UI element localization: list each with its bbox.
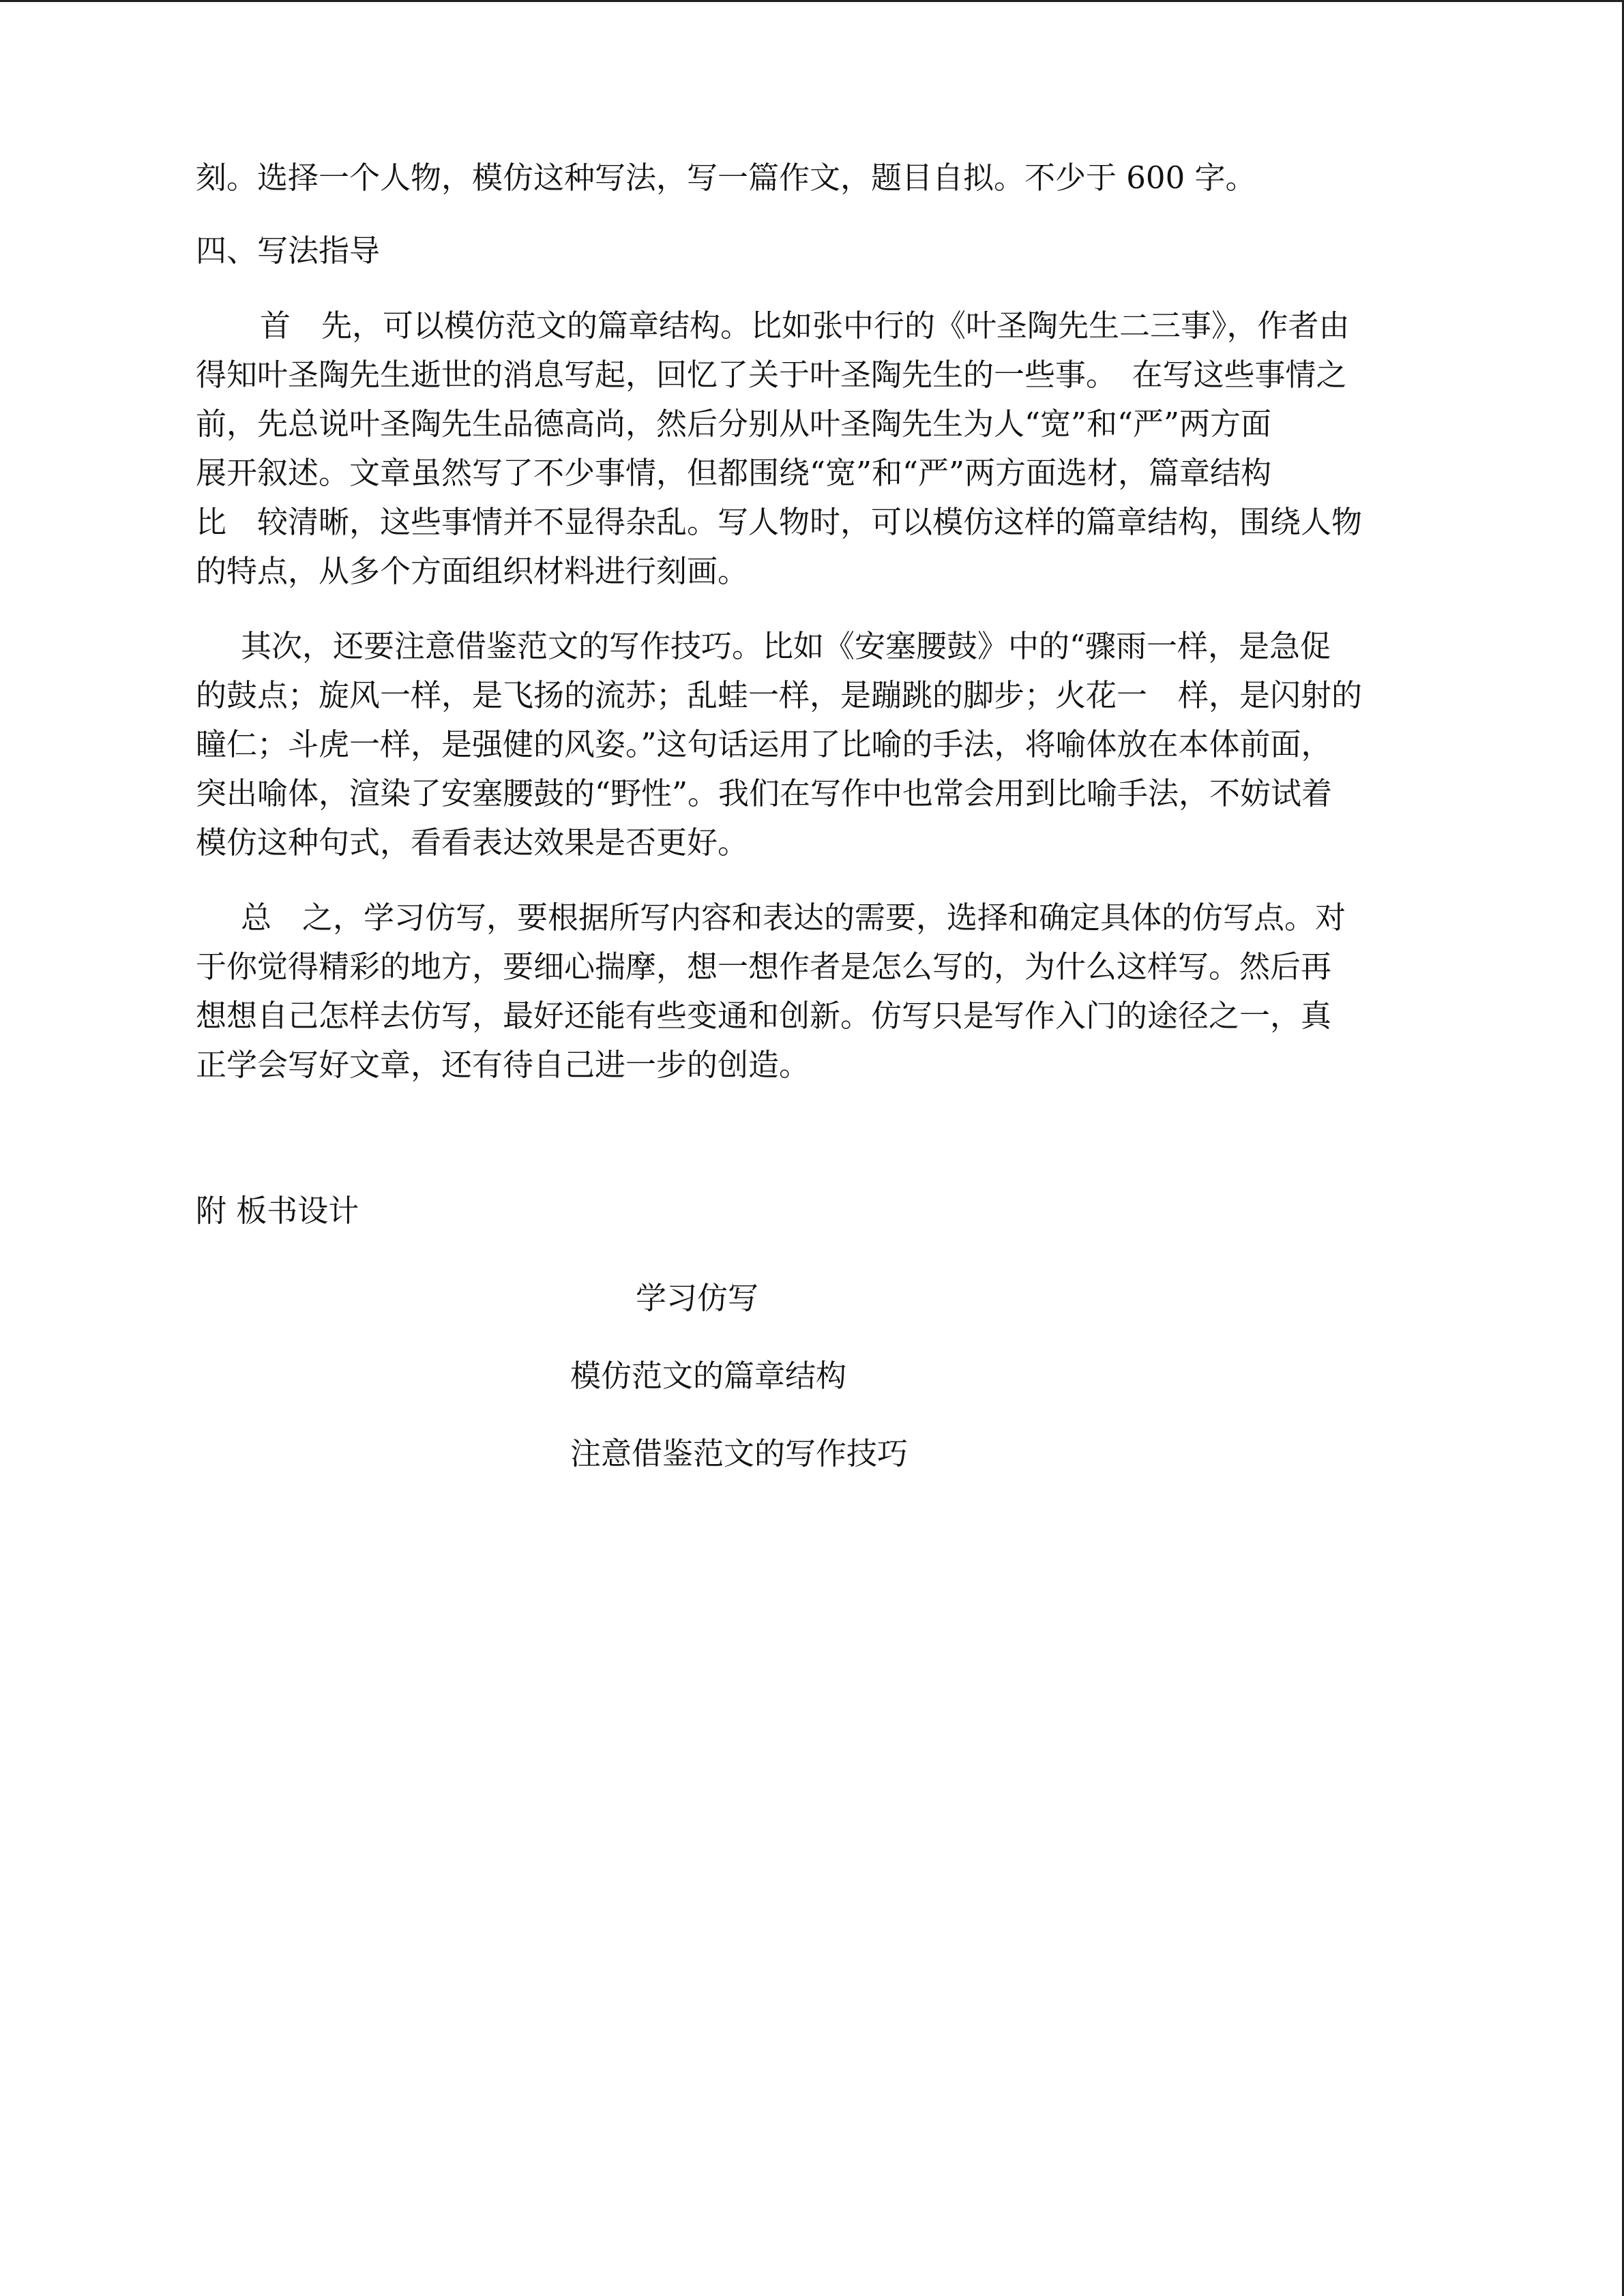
board-item-technique: 注意借鉴范文的写作技巧	[570, 1435, 909, 1472]
paragraph-line: 想想自己怎样去仿写，最好还能有些变通和创新。仿写只是写作入门的途径之一，真	[196, 998, 1332, 1034]
paragraph-line: 瞳仁；斗虎一样，是强健的风姿。”这句话运用了比喻的手法，将喻体放在本体前面，	[196, 726, 1332, 762]
paragraph-line: 比 较清晰，这些事情并不显得杂乱。写人物时，可以模仿这样的篇章结构，围绕人物	[196, 504, 1363, 540]
paragraph-structure	[196, 301, 1430, 596]
board-title: 学习仿写	[636, 1280, 759, 1316]
paragraph-line: 突出喻体，渲染了安塞腰鼓的“野性”。我们在写作中也常会用到比喻手法，不妨试着	[196, 775, 1333, 811]
appendix-heading: 附 板书设计	[196, 1193, 359, 1229]
paragraph-line: 的特点，从多个方面组织材料进行刻画。	[196, 553, 749, 589]
paragraph-line: 正学会写好文章，还有待自己进一步的创造。	[196, 1047, 810, 1083]
paragraph-technique	[196, 622, 1430, 867]
paragraph-line: 展开叙述。文章虽然写了不少事情，但都围绕“宽”和“严”两方面选材，篇章结构	[196, 455, 1272, 491]
paragraph-line: 首 先，可以模仿范文的篇章结构。比如张中行的《叶圣陶先生二三事》，作者由	[260, 308, 1350, 344]
page-top-border	[0, 0, 1624, 2]
paragraph-line: 模仿这种句式，看看表达效果是否更好。	[196, 824, 749, 861]
section-heading: 四、写法指导	[196, 233, 381, 269]
paragraph-line: 其次，还要注意借鉴范文的写作技巧。比如《安塞腰鼓》中的“骤雨一样，是急促	[241, 628, 1331, 664]
board-item-structure: 模仿范文的篇章结构	[570, 1358, 847, 1394]
document-page	[196, 153, 1430, 1236]
paragraph-line: 总 之，学习仿写，要根据所写内容和表达的需要，选择和确定具体的仿写点。对	[241, 899, 1346, 936]
paragraph-line: 于你觉得精彩的地方，要细心揣摩，想一想作者是怎么写的，为什么这样写。然后再	[196, 949, 1332, 985]
paragraph-line: 前，先总说叶圣陶先生品德高尚，然后分别从叶圣陶先生为人“宽”和“严”两方面	[196, 406, 1272, 442]
paragraph-line: 得知叶圣陶先生逝世的消息写起，回忆了关于叶圣陶先生的一些事。 在写这些事情之	[196, 357, 1347, 393]
paragraph-summary	[196, 893, 1430, 1090]
intro-tail-text: 刻。选择一个人物，模仿这种写法，写一篇作文，题目自拟。不少于 600 字。	[196, 160, 1256, 196]
paragraph-line: 的鼓点；旋风一样，是飞扬的流苏；乱蛙一样，是蹦跳的脚步；火花一 样，是闪射的	[196, 677, 1363, 713]
